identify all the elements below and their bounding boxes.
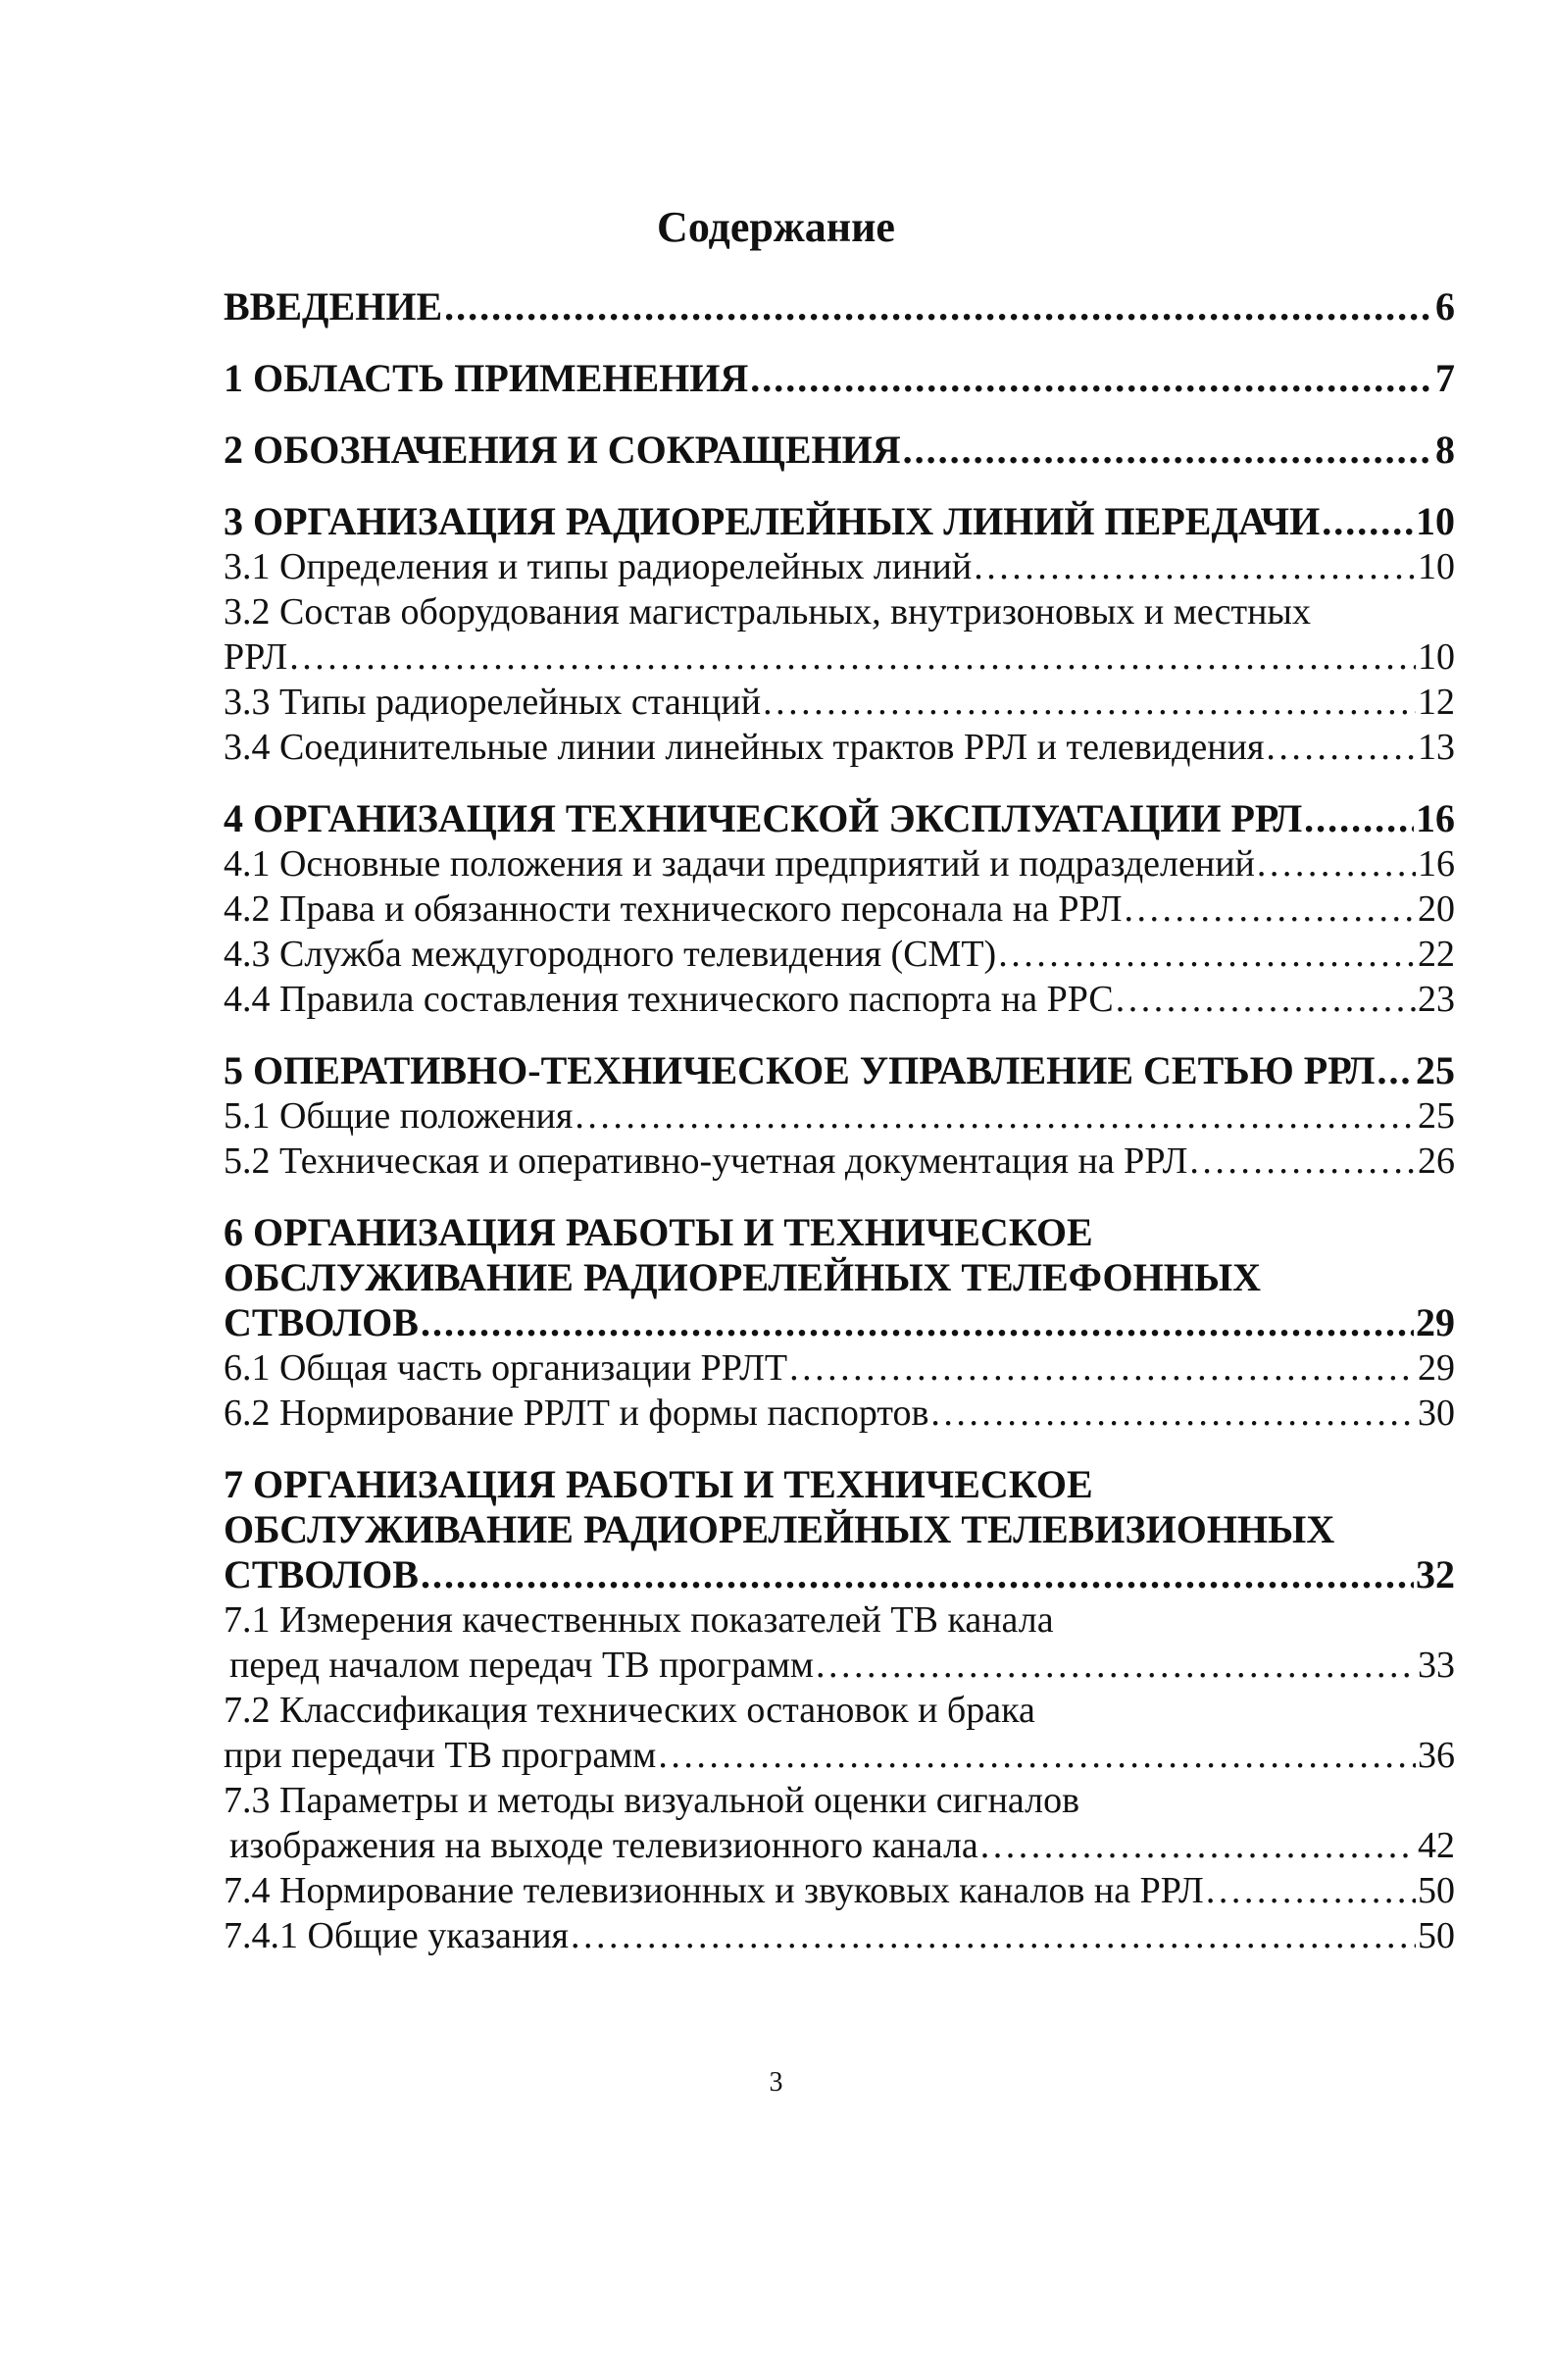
toc-page-number: 16 [1418, 843, 1455, 885]
dot-leader [816, 1643, 1416, 1688]
toc-page-number: 10 [1418, 636, 1455, 678]
toc-entry-7-4-1[interactable] [224, 1913, 1455, 1958]
toc-entry-text: 2 ОБОЗНАЧЕНИЯ И СОКРАЩЕНИЯ [224, 428, 901, 472]
toc-entry-7-1[interactable] [224, 1643, 1455, 1688]
toc-entry-chapter-6-line2: ОБСЛУЖИВАНИЕ РАДИОРЕЛЕЙНЫХ ТЕЛЕФОННЫХ [224, 1255, 1262, 1299]
toc-entry-text: 4.4 Правила составления технического паспорта на РРС [224, 979, 1114, 1020]
toc-entry-text: 1 ОБЛАСТЬ ПРИМЕНЕНИЯ [224, 356, 749, 400]
toc-entry-7-4[interactable] [224, 1868, 1455, 1913]
dot-leader [1125, 886, 1416, 932]
toc-entry-text: 7.4.1 Общие указания [224, 1915, 570, 1956]
dot-leader [750, 356, 1433, 401]
toc-page-number: 26 [1418, 1140, 1455, 1182]
toc-entry-5-1[interactable] [224, 1093, 1455, 1139]
toc-entry-7-3[interactable] [224, 1823, 1455, 1868]
toc-entry-chapter-2[interactable] [224, 428, 1455, 473]
dot-leader [1377, 1048, 1414, 1093]
dot-leader [1206, 1868, 1416, 1913]
toc-entry-chapter-7-line1: 7 ОРГАНИЗАЦИЯ РАБОТЫ И ТЕХНИЧЕСКОЕ [224, 1462, 1093, 1506]
toc-entry-7-2-line1: 7.2 Классификация технических остановок и брака [224, 1690, 1035, 1731]
dot-leader [1189, 1139, 1416, 1184]
toc-entry-5-2[interactable] [224, 1139, 1455, 1184]
toc-entry-6-2[interactable] [224, 1391, 1455, 1436]
toc-entry-text: 3.1 Определения и типы радиорелейных линий [224, 546, 973, 587]
toc-entry-text: РРЛ [224, 636, 288, 678]
dot-leader [1116, 977, 1416, 1022]
toc-entry-text: изображения на выходе телевизионного канала [229, 1825, 978, 1866]
toc-page-number: 10 [1418, 546, 1455, 587]
toc-entry-chapter-3[interactable] [224, 499, 1455, 544]
toc-page-number: 12 [1418, 682, 1455, 723]
toc-entry-7-2[interactable] [224, 1733, 1455, 1778]
toc-page-number: 29 [1418, 1347, 1455, 1389]
dot-leader [763, 680, 1416, 725]
dot-leader [1322, 499, 1414, 544]
toc-page-number: 33 [1418, 1645, 1455, 1686]
toc-entry-intro[interactable] [224, 284, 1455, 329]
toc-page-number: 42 [1418, 1825, 1455, 1866]
toc-entry-3-2-line1: 3.2 Состав оборудования магистральных, внутризоновых и местных [224, 591, 1311, 633]
toc-page-number: 32 [1416, 1552, 1455, 1596]
page-number: 3 [769, 2067, 783, 2098]
toc-entry-text: 5.2 Техническая и оперативно-учетная документация на РРЛ [224, 1140, 1188, 1182]
toc-page-number: 13 [1418, 727, 1455, 768]
toc-entry-7-1-line1: 7.1 Измерения качественных показателей ТВ канала [224, 1599, 1054, 1641]
dot-leader [1266, 725, 1416, 770]
toc-page-number: 50 [1418, 1870, 1455, 1911]
toc-entry-4-3[interactable] [224, 932, 1455, 977]
dot-leader [571, 1913, 1416, 1958]
dot-leader [421, 1552, 1414, 1597]
dot-leader [289, 634, 1416, 680]
toc-title: Содержание [657, 203, 895, 251]
toc-entry-text: 6.1 Общая часть организации РРЛТ [224, 1347, 788, 1389]
dot-leader [444, 284, 1433, 329]
toc-entry-text: 3 ОРГАНИЗАЦИЯ РАДИОРЕЛЕЙНЫХ ЛИНИЙ ПЕРЕДАЧИ [224, 499, 1321, 543]
toc-entry-text: 7.4 Нормирование телевизионных и звуковых каналов на РРЛ [224, 1870, 1204, 1911]
toc-page-number: 36 [1418, 1735, 1455, 1776]
toc-page-number: 16 [1416, 796, 1455, 840]
toc-page-number: 7 [1435, 356, 1455, 400]
toc-entry-text: 4 ОРГАНИЗАЦИЯ ТЕХНИЧЕСКОЙ ЭКСПЛУАТАЦИИ РРЛ [224, 796, 1303, 840]
toc-entry-text: 4.1 Основные положения и задачи предприятий и подразделений [224, 843, 1255, 885]
toc-entry-text: 3.4 Соединительные линии линейных трактов РРЛ и телевидения [224, 727, 1265, 768]
toc-entry-text: СТВОЛОВ [224, 1552, 419, 1596]
dot-leader [789, 1345, 1416, 1391]
toc-entry-3-1[interactable] [224, 544, 1455, 589]
toc-page-number: 10 [1416, 499, 1455, 543]
toc-entry-chapter-7[interactable] [224, 1552, 1455, 1597]
toc-entry-4-4[interactable] [224, 977, 1455, 1022]
toc-page-number: 25 [1416, 1048, 1455, 1092]
toc-entry-chapter-1[interactable] [224, 356, 1455, 401]
toc-entry-chapter-7-line2: ОБСЛУЖИВАНИЕ РАДИОРЕЛЕЙНЫХ ТЕЛЕВИЗИОННЫХ [224, 1507, 1335, 1551]
toc-page-number: 8 [1435, 428, 1455, 472]
toc-page-number: 22 [1418, 934, 1455, 975]
toc-entry-text: 3.3 Типы радиорелейных станций [224, 682, 762, 723]
dot-leader [658, 1733, 1416, 1778]
toc-page-number: 6 [1435, 284, 1455, 329]
toc-entry-4-1[interactable] [224, 841, 1455, 886]
toc-entry-7-3-line1: 7.3 Параметры и методы визуальной оценки сигналов [224, 1780, 1080, 1821]
toc-entry-text: 4.2 Права и обязанности технического персонала на РРЛ [224, 888, 1123, 930]
toc-entry-chapter-6-line1: 6 ОРГАНИЗАЦИЯ РАБОТЫ И ТЕХНИЧЕСКОЕ [224, 1210, 1093, 1254]
toc-entry-6-1[interactable] [224, 1345, 1455, 1391]
toc-entry-4-2[interactable] [224, 886, 1455, 932]
toc-entry-text: при передачи ТВ программ [224, 1735, 657, 1776]
toc-page-number: 20 [1418, 888, 1455, 930]
table-of-contents [224, 284, 1455, 1958]
toc-entry-3-4[interactable] [224, 725, 1455, 770]
toc-entry-text: ВВЕДЕНИЕ [224, 284, 443, 329]
toc-page-number: 23 [1418, 979, 1455, 1020]
toc-page-number: 25 [1418, 1095, 1455, 1137]
dot-leader [575, 1093, 1416, 1139]
toc-entry-text: 4.3 Служба междугородного телевидения (СМТ) [224, 934, 997, 975]
toc-page-number: 29 [1416, 1300, 1455, 1344]
toc-entry-chapter-5[interactable] [224, 1048, 1455, 1093]
toc-page-number: 50 [1418, 1915, 1455, 1956]
dot-leader [1304, 796, 1414, 841]
toc-entry-text: 5 ОПЕРАТИВНО-ТЕХНИЧЕСКОЕ УПРАВЛЕНИЕ СЕТЬЮ РРЛ [224, 1048, 1376, 1092]
dot-leader [903, 428, 1433, 473]
toc-entry-text: 5.1 Общие положения [224, 1095, 574, 1137]
dot-leader [980, 1823, 1416, 1868]
dot-leader [421, 1300, 1414, 1345]
toc-entry-chapter-4[interactable] [224, 796, 1455, 841]
dot-leader [998, 932, 1416, 977]
toc-entry-3-2[interactable] [224, 634, 1455, 680]
dot-leader [1257, 841, 1416, 886]
toc-entry-3-3[interactable] [224, 680, 1455, 725]
toc-entry-text: 6.2 Нормирование РРЛТ и формы паспортов [224, 1393, 929, 1434]
dot-leader [974, 544, 1416, 589]
dot-leader [930, 1391, 1416, 1436]
toc-entry-text: СТВОЛОВ [224, 1300, 419, 1344]
toc-entry-text: перед началом передач ТВ программ [229, 1645, 814, 1686]
toc-page-number: 30 [1418, 1393, 1455, 1434]
toc-entry-chapter-6[interactable] [224, 1300, 1455, 1345]
